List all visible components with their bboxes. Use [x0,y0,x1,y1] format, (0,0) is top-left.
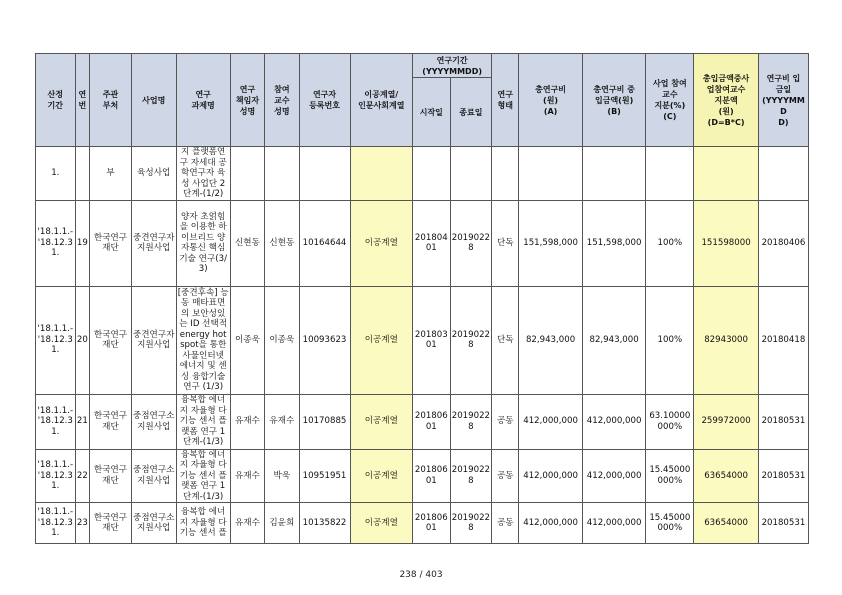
cell-dept: 한국연구재단 [90,449,132,503]
header-type: 연구 형태 [492,54,519,147]
cell-pi: 이종욱 [230,286,264,394]
cell-start: 20180601 [413,449,451,503]
cell-title: 융복합 에너지 자율형 다기능 센서 플랫폼 연구 1단계-(1/3) [176,394,230,449]
cell-end: 20190228 [450,503,492,544]
header-program: 사업명 [131,54,176,147]
cell-program: 중견연구자지원사업 [131,286,176,394]
cell-paydate: 20180406 [758,200,808,286]
cell-prof: 유재수 [265,394,299,449]
cell-pi: 유재수 [230,394,264,449]
cell-total: 151,598,000 [519,200,583,286]
cell-pi [230,147,264,201]
table-row [36,449,809,503]
cell-start: 20180301 [413,286,451,394]
cell-amount: 82943000 [694,286,759,394]
cell-total: 412,000,000 [519,503,583,544]
cell-reg: 10164644 [299,200,350,286]
header-period: 산정 기간 [36,54,76,147]
cell-share: 15.45000000% [646,449,694,503]
cell-start: 20180601 [413,394,451,449]
cell-type: 공동 [492,449,519,503]
cell-program: 중견연구자지원사업 [131,200,176,286]
cell-program: 중점연구소지원사업 [131,503,176,544]
cell-pi: 유재수 [230,449,264,503]
cell-prof: 신현동 [265,200,299,286]
cell-indirect: 82,943,000 [582,286,646,394]
cell-no: 20 [75,286,90,394]
table-row [36,286,809,394]
cell-reg: 10093623 [299,286,350,394]
cell-no: 23 [75,503,90,544]
header-paydate: 연구비 입 금일 (YYYYMMD D) [758,54,808,147]
header-field: 이공계열/ 인문사회계열 [350,54,413,147]
cell-indirect: 412,000,000 [582,394,646,449]
cell-no: 21 [75,394,90,449]
header-term: 연구기간 (YYYYMMDD) [413,54,492,78]
cell-reg: 10170885 [299,394,350,449]
cell-reg: 10951951 [299,449,350,503]
cell-indirect: 412,000,000 [582,449,646,503]
cell-no: 22 [75,449,90,503]
cell-title: 융복합 에너지 자율형 다기능 센서 플랫폼 연구 1단계-(1/3) [176,449,230,503]
cell-period: '18.1.1.-'18.12.31. [36,200,76,286]
cell-period: '18.1.1.-'18.12.31. [36,449,76,503]
cell-paydate [758,147,808,201]
header-total: 총연구비 (원) (A) [519,54,583,147]
cell-type: 공동 [492,503,519,544]
header-reg: 연구자 등록번호 [299,54,350,147]
cell-prof: 김윤희 [265,503,299,544]
cell-end [450,147,492,201]
cell-share: 63.10000000% [646,394,694,449]
cell-title: 양자 초얽힘을 이용한 하이브리드 양자통신 핵심기술 연구(3/3) [176,200,230,286]
cell-prof [265,147,299,201]
table-row [36,147,809,201]
cell-share [646,147,694,201]
cell-share: 100% [646,200,694,286]
cell-end: 20190228 [450,449,492,503]
cell-pi: 유재수 [230,503,264,544]
header-prof: 참여 교수 성명 [265,54,299,147]
cell-field [350,147,413,201]
cell-amount: 63654000 [694,449,759,503]
cell-dept: 한국연구재단 [90,286,132,394]
table-row [36,503,809,544]
page-number: 238 / 403 [399,570,443,580]
header-indirect: 총연구비 중 입금액(원) (B) [582,54,646,147]
cell-amount: 151598000 [694,200,759,286]
cell-start: 20180601 [413,503,451,544]
cell-total [519,147,583,201]
cell-type: 단독 [492,200,519,286]
header-end: 종료일 [450,78,492,147]
cell-dept: 한국연구재단 [90,503,132,544]
cell-prof: 박욱 [265,449,299,503]
cell-share: 100% [646,286,694,394]
cell-prof: 이종욱 [265,286,299,394]
cell-indirect: 151,598,000 [582,200,646,286]
cell-dept: 한국연구재단 [90,394,132,449]
cell-total: 412,000,000 [519,449,583,503]
cell-period: '18.1.1.-'18.12.31. [36,503,76,544]
cell-end: 20190228 [450,394,492,449]
header-pi: 연구 책임자 성명 [230,54,264,147]
cell-share: 15.45000000% [646,503,694,544]
cell-title: 지 플랫폼연구 자세대 공학연구자 육성 사업단 2단계-(1/2) [176,147,230,201]
cell-end: 20190228 [450,200,492,286]
header-share: 사업 참여 교수 지분(%) (C) [646,54,694,147]
cell-type: 공동 [492,394,519,449]
cell-period: '18.1.1.-'18.12.31. [36,286,76,394]
cell-field: 이공계열 [350,200,413,286]
table-row [36,200,809,286]
research-fund-table [35,53,809,544]
header-title: 연구 과제명 [176,54,230,147]
cell-start [413,147,451,201]
cell-field: 이공계열 [350,449,413,503]
cell-type: 단독 [492,286,519,394]
cell-program: 육성사업 [131,147,176,201]
table-row [36,394,809,449]
cell-field: 이공계열 [350,503,413,544]
cell-field: 이공계열 [350,394,413,449]
cell-paydate: 20180531 [758,503,808,544]
header-start: 시작일 [413,78,451,147]
cell-paydate: 20180531 [758,449,808,503]
header-dept: 주관 부처 [90,54,132,147]
cell-period: 1. [36,147,76,201]
cell-reg [299,147,350,201]
cell-indirect [582,147,646,201]
cell-paydate: 20180531 [758,394,808,449]
cell-end: 20190228 [450,286,492,394]
cell-dept: 부 [90,147,132,201]
cell-paydate: 20180418 [758,286,808,394]
cell-type [492,147,519,201]
cell-period: '18.1.1.-'18.12.31. [36,394,76,449]
cell-no [75,147,90,201]
cell-amount: 259972000 [694,394,759,449]
cell-total: 82,943,000 [519,286,583,394]
cell-pi: 신현동 [230,200,264,286]
cell-title: 융복합 에너지 자율형 다기능 센서 플 [176,503,230,544]
cell-total: 412,000,000 [519,394,583,449]
cell-start: 20180401 [413,200,451,286]
header-amount: 총입금액중사 업참여교수 지분액 (원) (D=B*C) [694,54,759,147]
cell-no: 19 [75,200,90,286]
cell-title: [중견후속] 능동 매타표면의 보안성있는 ID 선택적 energy hot spot을 통한 사물인터넷 에너지 및 센싱 융합기술 연구 (1/3) [177,287,229,392]
cell-amount [694,147,759,201]
cell-program: 중점연구소지원사업 [131,449,176,503]
cell-indirect: 412,000,000 [582,503,646,544]
cell-amount: 63654000 [694,503,759,544]
header-no: 연 번 [75,54,90,147]
cell-reg: 10135822 [299,503,350,544]
cell-program: 중점연구소지원사업 [131,394,176,449]
cell-dept: 한국연구재단 [90,200,132,286]
cell-field: 이공계열 [350,286,413,394]
